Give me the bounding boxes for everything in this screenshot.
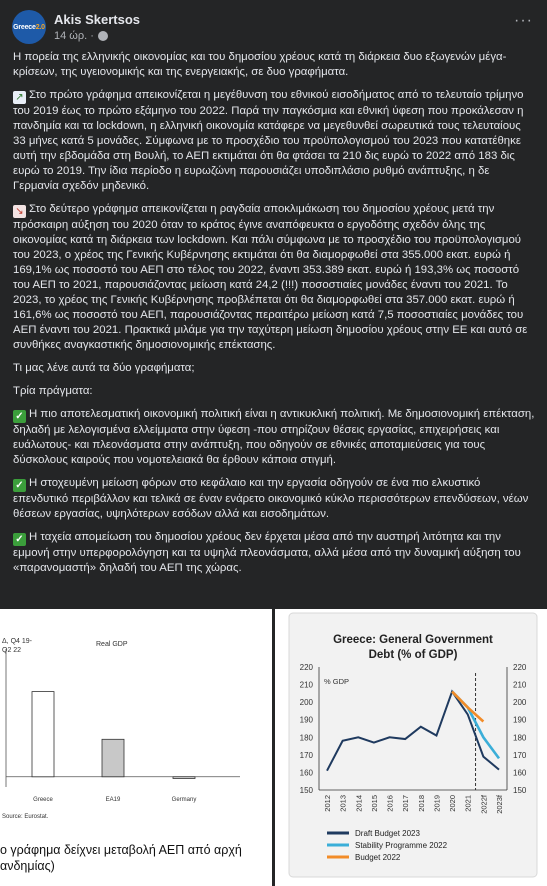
avatar[interactable] [12, 10, 46, 44]
post-body [13, 50, 535, 584]
y-tick-label-right: 200 [513, 698, 527, 708]
x-tick-label: Greece [33, 797, 53, 803]
y-tick-label: 160 [299, 768, 313, 778]
y-tick-label-right: 160 [513, 768, 527, 778]
x-tick-label: 2022f [479, 795, 489, 814]
bar [102, 739, 124, 776]
gdp-bar-chart [0, 609, 272, 886]
y-tick-label-right: 180 [513, 733, 527, 743]
paragraph-text: Τρία πράγματα: [13, 385, 93, 397]
paragraph-text: Η πορεία της ελληνικής οικονομίας και του δημοσίου χρέους κατά τη διάρκεια δυο εξωγενών μέγα-κρίσεων, της υγειονομικής και της ενεργειακής, σε δυο γραφήματα. [13, 51, 507, 78]
check-mark-icon: ✓ [13, 479, 26, 492]
chart-title: Real GDP [96, 641, 128, 648]
x-tick-label: 2020 [448, 795, 458, 812]
y-tick-label: 190 [299, 715, 313, 725]
check-mark-icon: ✓ [13, 410, 26, 423]
x-tick-label: Germany [171, 797, 197, 803]
legend-label: Draft Budget 2023 [355, 829, 420, 838]
chart-caption: ο γράφημα δείχνει μεταβολή ΑΕΠ από αρχή [0, 843, 242, 857]
paragraph-text: Στο πρώτο γράφημα απεικονίζεται η μεγέθυνση του εθνικού εισοδήματος από το τελευταίο τρίμηνο του 2019 έως το πρώτο εξάμηνο του 2022. Παρά την παγκόσμια και εθνική ύφεση που προκάλεσαν η πανδημία και τα lockdown, η ελληνική οικονομία κατάφερε να μεγεθυνθεί σωρευτικά τους τελευταίους 33 μήνες κατά 5 μονάδες. Σύμφωνα με το προσχέδιο του προϋπολογισμού του 2023 που κατατέθηκε αυτή την εβδομάδα στη Βουλή, το ΑΕΠ εκτιμάται ότι θα φτάσει τα 210 δις ευρώ το 2022 από 183 δις ευρώ το 2019. Την ίδια περίοδο η ευρωζώνη παρουσιάζει υποδιπλάσιο ρυθμό ανάπτυξης, η δε Γερμανία σχεδόν μηδενικό. [13, 89, 524, 192]
chart-header-left: Q2 22 [2, 647, 22, 654]
x-tick-label: 2015 [369, 795, 379, 812]
chart-caption: ανδημίας) [0, 859, 55, 873]
post-paragraph [13, 88, 535, 194]
bar [32, 692, 54, 777]
paragraph-text: Τι μας λένε αυτά τα δύο γραφήματα; [13, 362, 195, 374]
check-mark-icon: ✓ [13, 533, 26, 546]
globe-icon [98, 31, 108, 41]
debt-chart-image[interactable] [275, 609, 547, 886]
y-tick-label-right: 150 [513, 786, 527, 795]
x-tick-label: 2012 [323, 795, 332, 812]
chart-source: Source: Eurostat. [2, 814, 49, 820]
post-paragraph [13, 202, 535, 353]
x-tick-label: 2017 [401, 795, 411, 812]
x-tick-label: 2016 [385, 795, 395, 812]
x-tick-label: 2018 [416, 795, 426, 812]
paragraph-text: Η πιο αποτελεσματική οικονομική πολιτική είναι η αντικυκλική πολιτική. Με δημοσιονομική επέκταση, δηλαδή με λελογισμένα ελλείμματα στην ύφεση -που στηρίζουν θέσεις εργασίας, επιχειρήσεις και ευάλωτους- και πλεονάσματα στην ανάπτυξη, που οδηγούν σε εθνικές αποταμιεύσεις για τους δύσκολους καιρούς που νομοτελειακά θα έρθουν κάποια στιγμή. [13, 408, 535, 466]
legend-label: Stability Programme 2022 [355, 841, 448, 850]
y-tick-label: 210 [299, 680, 313, 690]
y-tick-label-right: 220 [513, 663, 527, 672]
paragraph-text: Η στοχευμένη μείωση φόρων στο κεφάλαιο και την εργασία οδηγούν σε ένα πιο ελκυστικό επενδυτικό περιβάλλον και τελικά σε έναν ενάρετο οικονομικό κύκλο περισσότερων επενδύσεων, νέων θέσεων εργασίας, υψηλότερων εσόδων αλλά και εισοδημάτων. [13, 477, 529, 520]
avatar-number: 2.0 [35, 23, 45, 31]
avatar-text: Greece [13, 23, 36, 31]
y-axis-label: % GDP [324, 677, 350, 686]
x-tick-label: 2019 [432, 795, 442, 812]
post-header [0, 0, 547, 46]
chart-title: Debt (% of GDP) [368, 649, 458, 661]
chart-header-left: Δ, Q4 19- [2, 638, 32, 645]
debt-line-chart [275, 609, 547, 886]
post-paragraph [13, 476, 535, 522]
x-tick-label: 2023f [495, 795, 504, 814]
paragraph-text: Στο δεύτερο γράφημα απεικονίζεται η ραγδαία αποκλιμάκωση του δημοσίου χρέους μετά την πρόσκαιρη αύξηση του 2020 όταν το κράτος έγινε αναπόφευκτα ο εργοδότης σχεδόν όλης της οικονομίας κατά τη διάρκεια των lockdown. Και πάλι σύμφωνα με το προσχέδιο του προϋπολογισμού του 2023, ο χρέος της Γενικής Κυβέρνησης εκτιμάται ότι θα διαμορφωθεί στα 355.000 εκατ. ευρώ ή 169,1% ως ποσοστό του ΑΕΠ στο τέλος του 2022, έναντι 353.389 εκατ. ευρώ ή 193,3% ως ποσοστό του ΑΕΠ το 2021, παρουσιάζοντας μείωση κατά 24,2 (!!!) ποσοστιαίες μονάδες έναντι του 2021. Το 2023, το χρέος της Γενικής Κυβέρνησης προβλέπεται ότι θα διαμορφωθεί στα 357.000 εκατ. ευρώ ή 161,6% ως ποσοστό του ΑΕΠ, παρουσιάζοντας περαιτέρω μείωση κατά 7,5 ποσοστιαίες μονάδες του ΑΕΠ έναντι του 2021. Πρακτικά μιλάμε για την ταχύτερη μείωση δημοσίου χρέους στην ΕΕ και αυτό σε συνθήκες αναγκαστικής δημοσιονομικής επέκτασης. [13, 203, 528, 351]
post-paragraph [13, 530, 535, 576]
y-tick-label-right: 170 [513, 750, 527, 760]
author-name[interactable]: Akis Skertsos [54, 12, 140, 27]
gdp-chart-image[interactable] [0, 609, 272, 886]
y-tick-label-right: 210 [513, 680, 527, 690]
more-options-icon[interactable]: ··· [514, 12, 533, 29]
post-paragraph [13, 384, 535, 399]
y-tick-label: 170 [299, 750, 313, 760]
y-tick-label: 200 [299, 698, 313, 708]
paragraph-text: Η ταχεία αποµείωση του δημοσίου χρέους δεν έρχεται μέσα από την αυστηρή λιτότητα και την εμμονή στην υπερφορολόγηση και τα υψηλά πλεονάσματα, αλλά μέσα από την δυναμική αύξηση του «παρανομαστή» δηλαδή του ΑΕΠ της χώρας. [13, 531, 521, 574]
x-tick-label: 2014 [354, 795, 364, 812]
y-tick-label: 180 [299, 733, 313, 743]
post-paragraph [13, 407, 535, 468]
x-tick-label: 2021 [463, 795, 473, 812]
legend-label: Budget 2022 [355, 853, 401, 862]
chart-up-icon: ↗ [13, 91, 26, 104]
x-tick-label: 2013 [338, 795, 348, 812]
bar [173, 777, 195, 779]
post-images [0, 609, 547, 886]
post-paragraph [13, 361, 535, 376]
y-tick-label: 150 [299, 786, 313, 795]
y-tick-label: 220 [299, 663, 313, 672]
chart-down-icon: ↘ [13, 205, 26, 218]
post-meta [54, 30, 108, 42]
post-paragraph [13, 50, 535, 80]
x-tick-label: EA19 [105, 797, 121, 803]
chart-title: Greece: General Government [333, 634, 493, 646]
post-time[interactable]: 14 ώρ. · [54, 30, 94, 42]
y-tick-label-right: 190 [513, 715, 527, 725]
